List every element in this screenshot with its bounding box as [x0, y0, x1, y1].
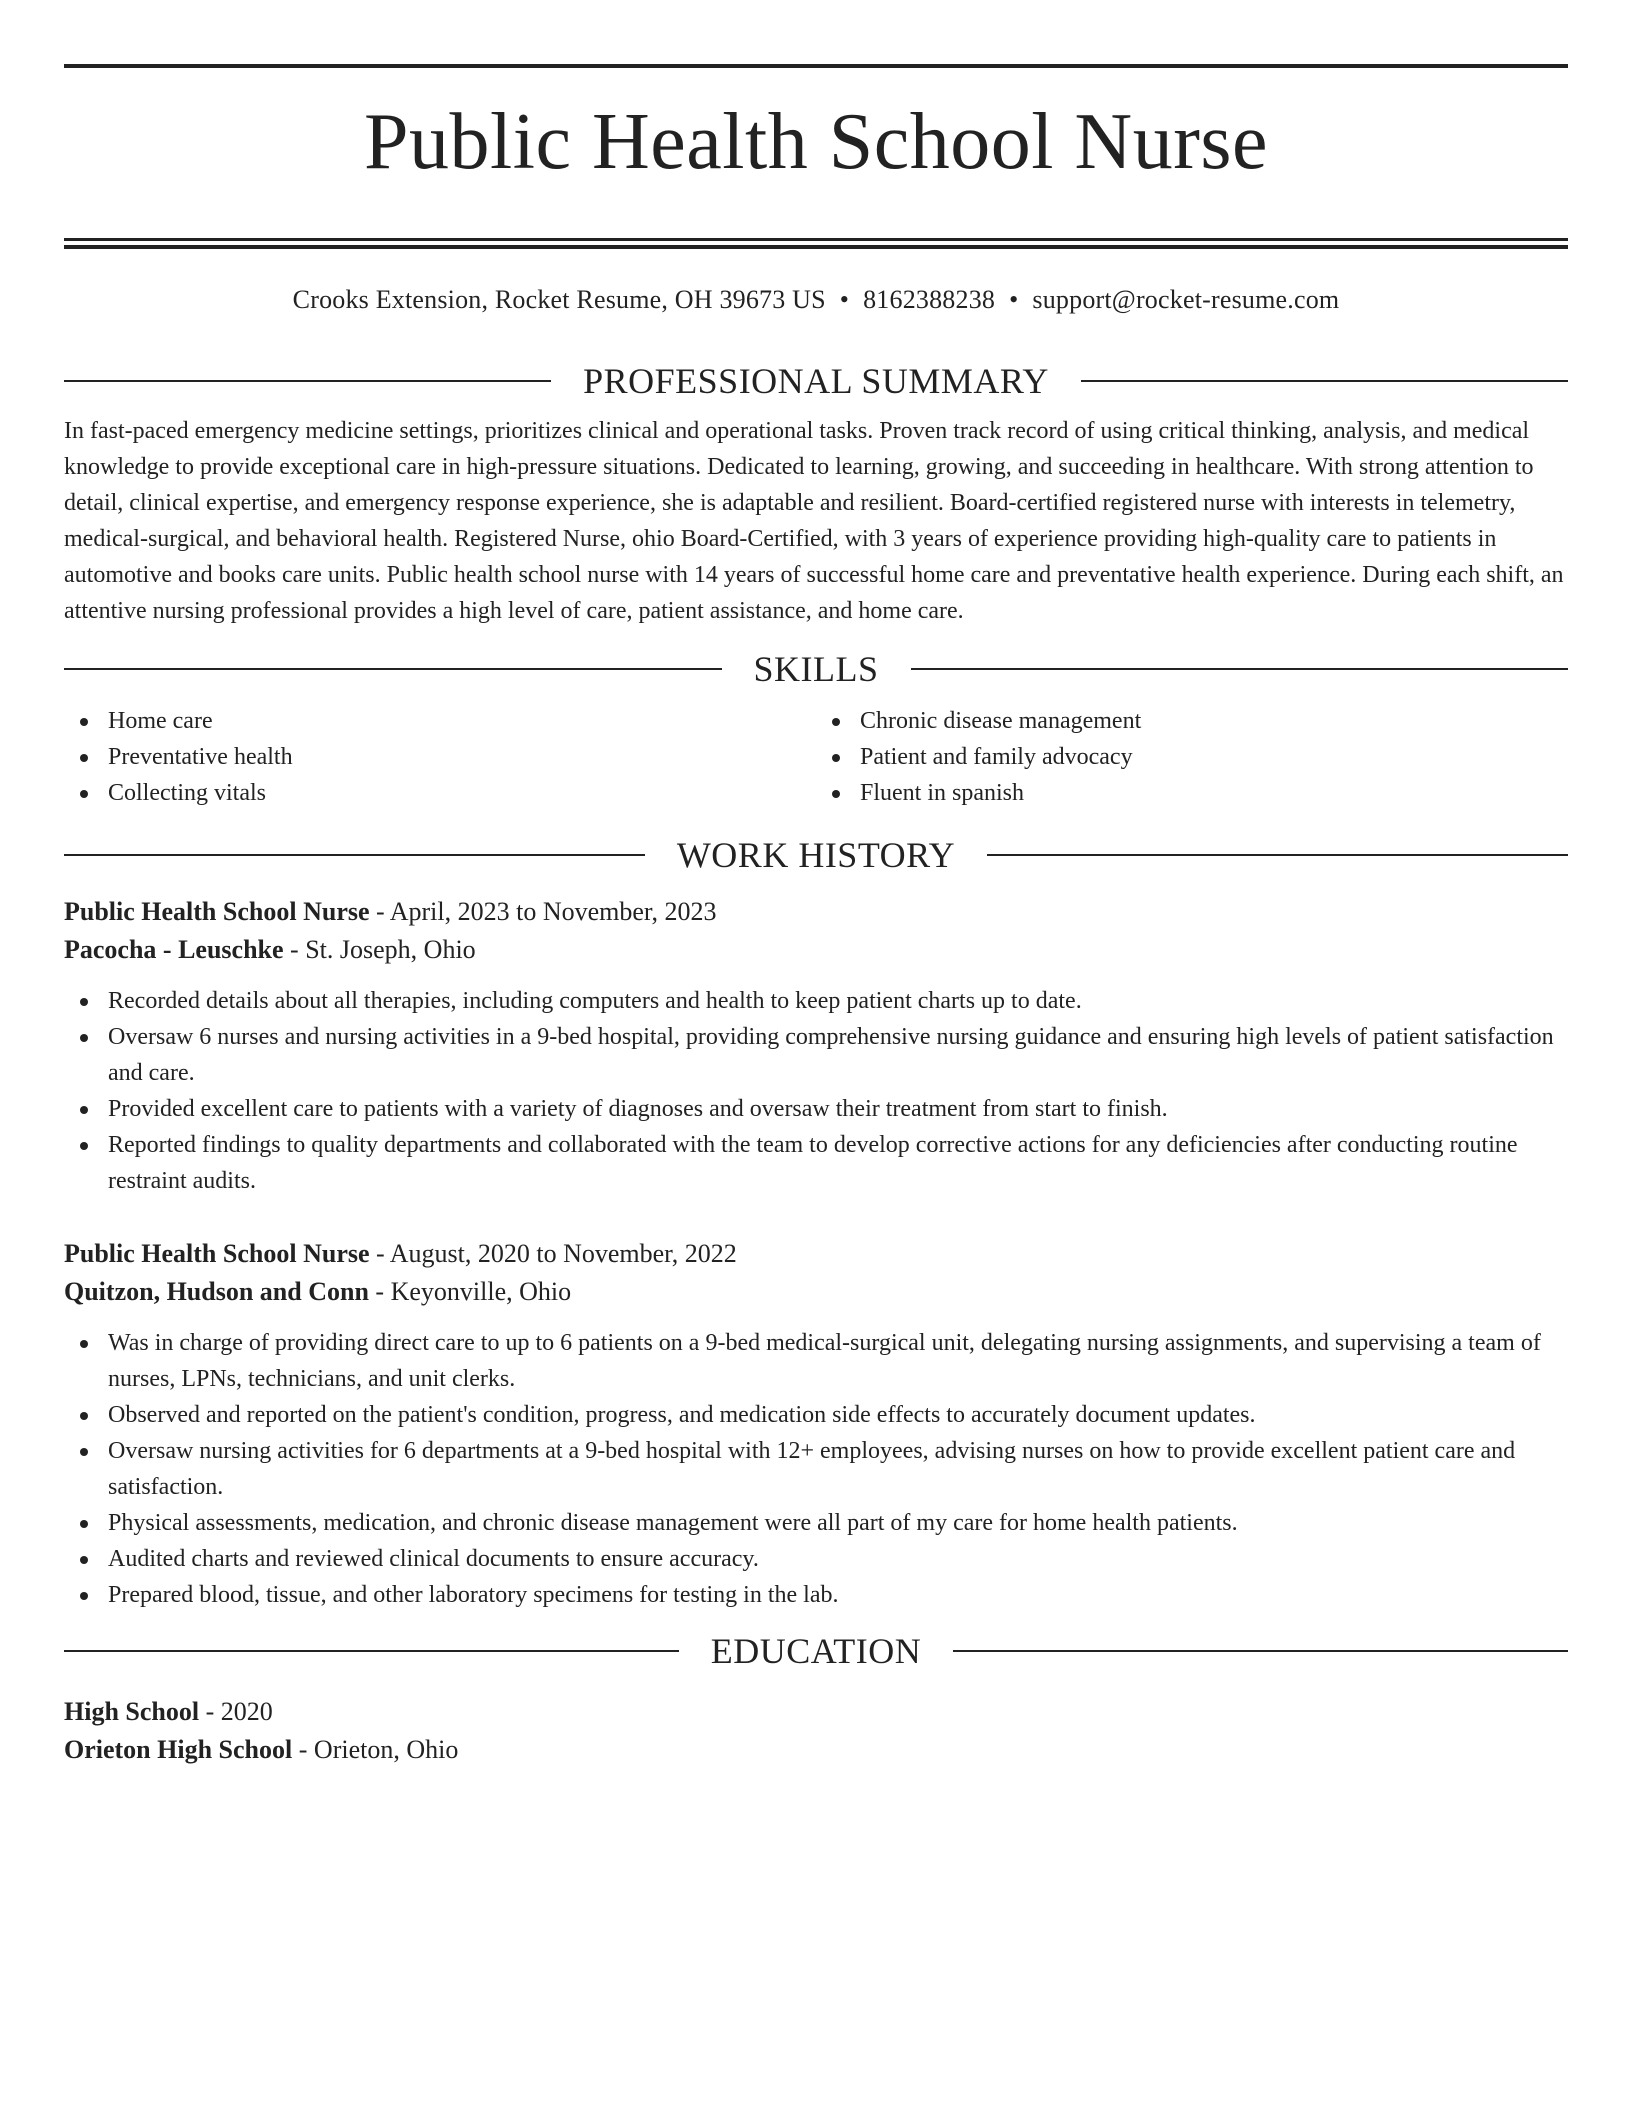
job-dates: April, 2023 to November, 2023 [389, 897, 717, 926]
job-location: St. Joseph, Ohio [305, 935, 476, 964]
resume-title: Public Health School Nurse [364, 98, 1268, 186]
heading-rule-left [64, 668, 722, 670]
skill-item: Home care [64, 703, 816, 739]
section-title-work: WORK HISTORY [676, 835, 956, 875]
education-degree: High School [64, 1697, 200, 1726]
contact-separator: • [839, 285, 850, 314]
job-bullet: Prepared blood, tissue, and other laboratory specimens for testing in the lab. [64, 1577, 1568, 1613]
title-double-rule [64, 238, 1568, 249]
education-degree-line [64, 1693, 1568, 1731]
skill-item: Preventative health [64, 739, 816, 775]
job-bullets [64, 1325, 1568, 1613]
section-title-education: EDUCATION [710, 1631, 922, 1671]
education-dash: - [199, 1697, 221, 1726]
education-dash: - [292, 1735, 314, 1764]
job-dates: August, 2020 to November, 2022 [389, 1239, 737, 1268]
contact-address: Crooks Extension, Rocket Resume, OH 39673 US [292, 285, 826, 314]
heading-rule-left [64, 380, 551, 382]
skill-item: Chronic disease management [816, 703, 1568, 739]
section-title-summary: PROFESSIONAL SUMMARY [583, 361, 1049, 401]
job-entry [64, 893, 1568, 1199]
job-dash: - [283, 935, 306, 964]
job-bullet: Physical assessments, medication, and chronic disease management were all part of my care for home health patients. [64, 1505, 1568, 1541]
job-bullet: Audited charts and reviewed clinical documents to ensure accuracy. [64, 1541, 1568, 1577]
job-entry [64, 1235, 1568, 1613]
job-title-line [64, 893, 1568, 931]
summary-text: In fast-paced emergency medicine settings, prioritizes clinical and operational tasks. Proven track record of using critical thinking, analysis, and medical knowledge to provide exceptional care in high-pressure situations. Dedicated to learning, growing, and succeeding in healthcare. With strong attention to detail, clinical expertise, and emergency response experience, she is adaptable and resilient. Board-certified registered nurse with interests in telemetry, medical-surgical, and behavioral health. Registered Nurse, ohio Board-Certified, with 3 years of experience providing high-quality care to patients in automotive and books care units. Public health school nurse with 14 years of successful home care and preventative health experience. During each shift, an attentive nursing professional provides a high level of care, patient assistance, and home care. [64, 418, 1564, 624]
heading-rule-right [987, 854, 1568, 856]
job-company: Pacocha - Leuschke [64, 935, 284, 964]
job-title-line [64, 1235, 1568, 1273]
job-bullet: Recorded details about all therapies, including computers and health to keep patient charts up to date. [64, 983, 1568, 1019]
job-location: Keyonville, Ohio [390, 1277, 572, 1306]
job-bullet: Provided excellent care to patients with a variety of diagnoses and oversaw their treatment from start to finish. [64, 1091, 1568, 1127]
section-title-skills: SKILLS [753, 649, 879, 689]
job-bullet: Was in charge of providing direct care to up to 6 patients on a 9-bed medical-surgical unit, delegating nursing assignments, and supervising a team of nurses, LPNs, technicians, and unit clerks. [64, 1325, 1568, 1397]
job-company-line [64, 1273, 1568, 1311]
job-bullets [64, 983, 1568, 1199]
section-heading-work [64, 835, 1568, 875]
section-heading-education [64, 1631, 1568, 1671]
skill-item: Patient and family advocacy [816, 739, 1568, 775]
skill-item: Fluent in spanish [816, 775, 1568, 811]
contact-line [64, 285, 1568, 315]
job-bullet: Observed and reported on the patient's condition, progress, and medication side effects to accurately document updates. [64, 1397, 1568, 1433]
education-school-line [64, 1731, 1568, 1769]
education-year: 2020 [220, 1697, 273, 1726]
education-location: Orieton, Ohio [313, 1735, 459, 1764]
heading-rule-right [911, 668, 1569, 670]
contact-phone: 8162388238 [863, 285, 996, 314]
job-dash: - [369, 897, 390, 926]
job-company: Quitzon, Hudson and Conn [64, 1277, 369, 1306]
job-dash: - [369, 1239, 390, 1268]
job-company-line [64, 931, 1568, 969]
education-entry [64, 1693, 1568, 1769]
skill-item: Collecting vitals [64, 775, 816, 811]
job-bullet: Oversaw nursing activities for 6 departments at a 9-bed hospital with 12+ employees, advising nurses on how to provide excellent patient care and satisfaction. [64, 1433, 1568, 1505]
education-school: Orieton High School [64, 1735, 293, 1764]
job-bullet: Reported findings to quality departments and collaborated with the team to develop corrective actions for any deficiencies after conducting routine restraint audits. [64, 1127, 1568, 1199]
section-heading-summary [64, 361, 1568, 401]
job-title: Public Health School Nurse [64, 1239, 370, 1268]
job-title: Public Health School Nurse [64, 897, 370, 926]
heading-rule-left [64, 854, 645, 856]
heading-rule-left [64, 1650, 679, 1652]
heading-rule-right [953, 1650, 1568, 1652]
job-bullet: Oversaw 6 nurses and nursing activities in a 9-bed hospital, providing comprehensive nursing guidance and ensuring high levels of patient satisfaction and care. [64, 1019, 1568, 1091]
contact-email: support@rocket-resume.com [1032, 285, 1340, 314]
section-heading-skills [64, 649, 1568, 689]
heading-rule-right [1081, 380, 1568, 382]
skills-list [64, 703, 1568, 811]
contact-separator: • [1009, 285, 1019, 314]
job-dash: - [368, 1277, 391, 1306]
